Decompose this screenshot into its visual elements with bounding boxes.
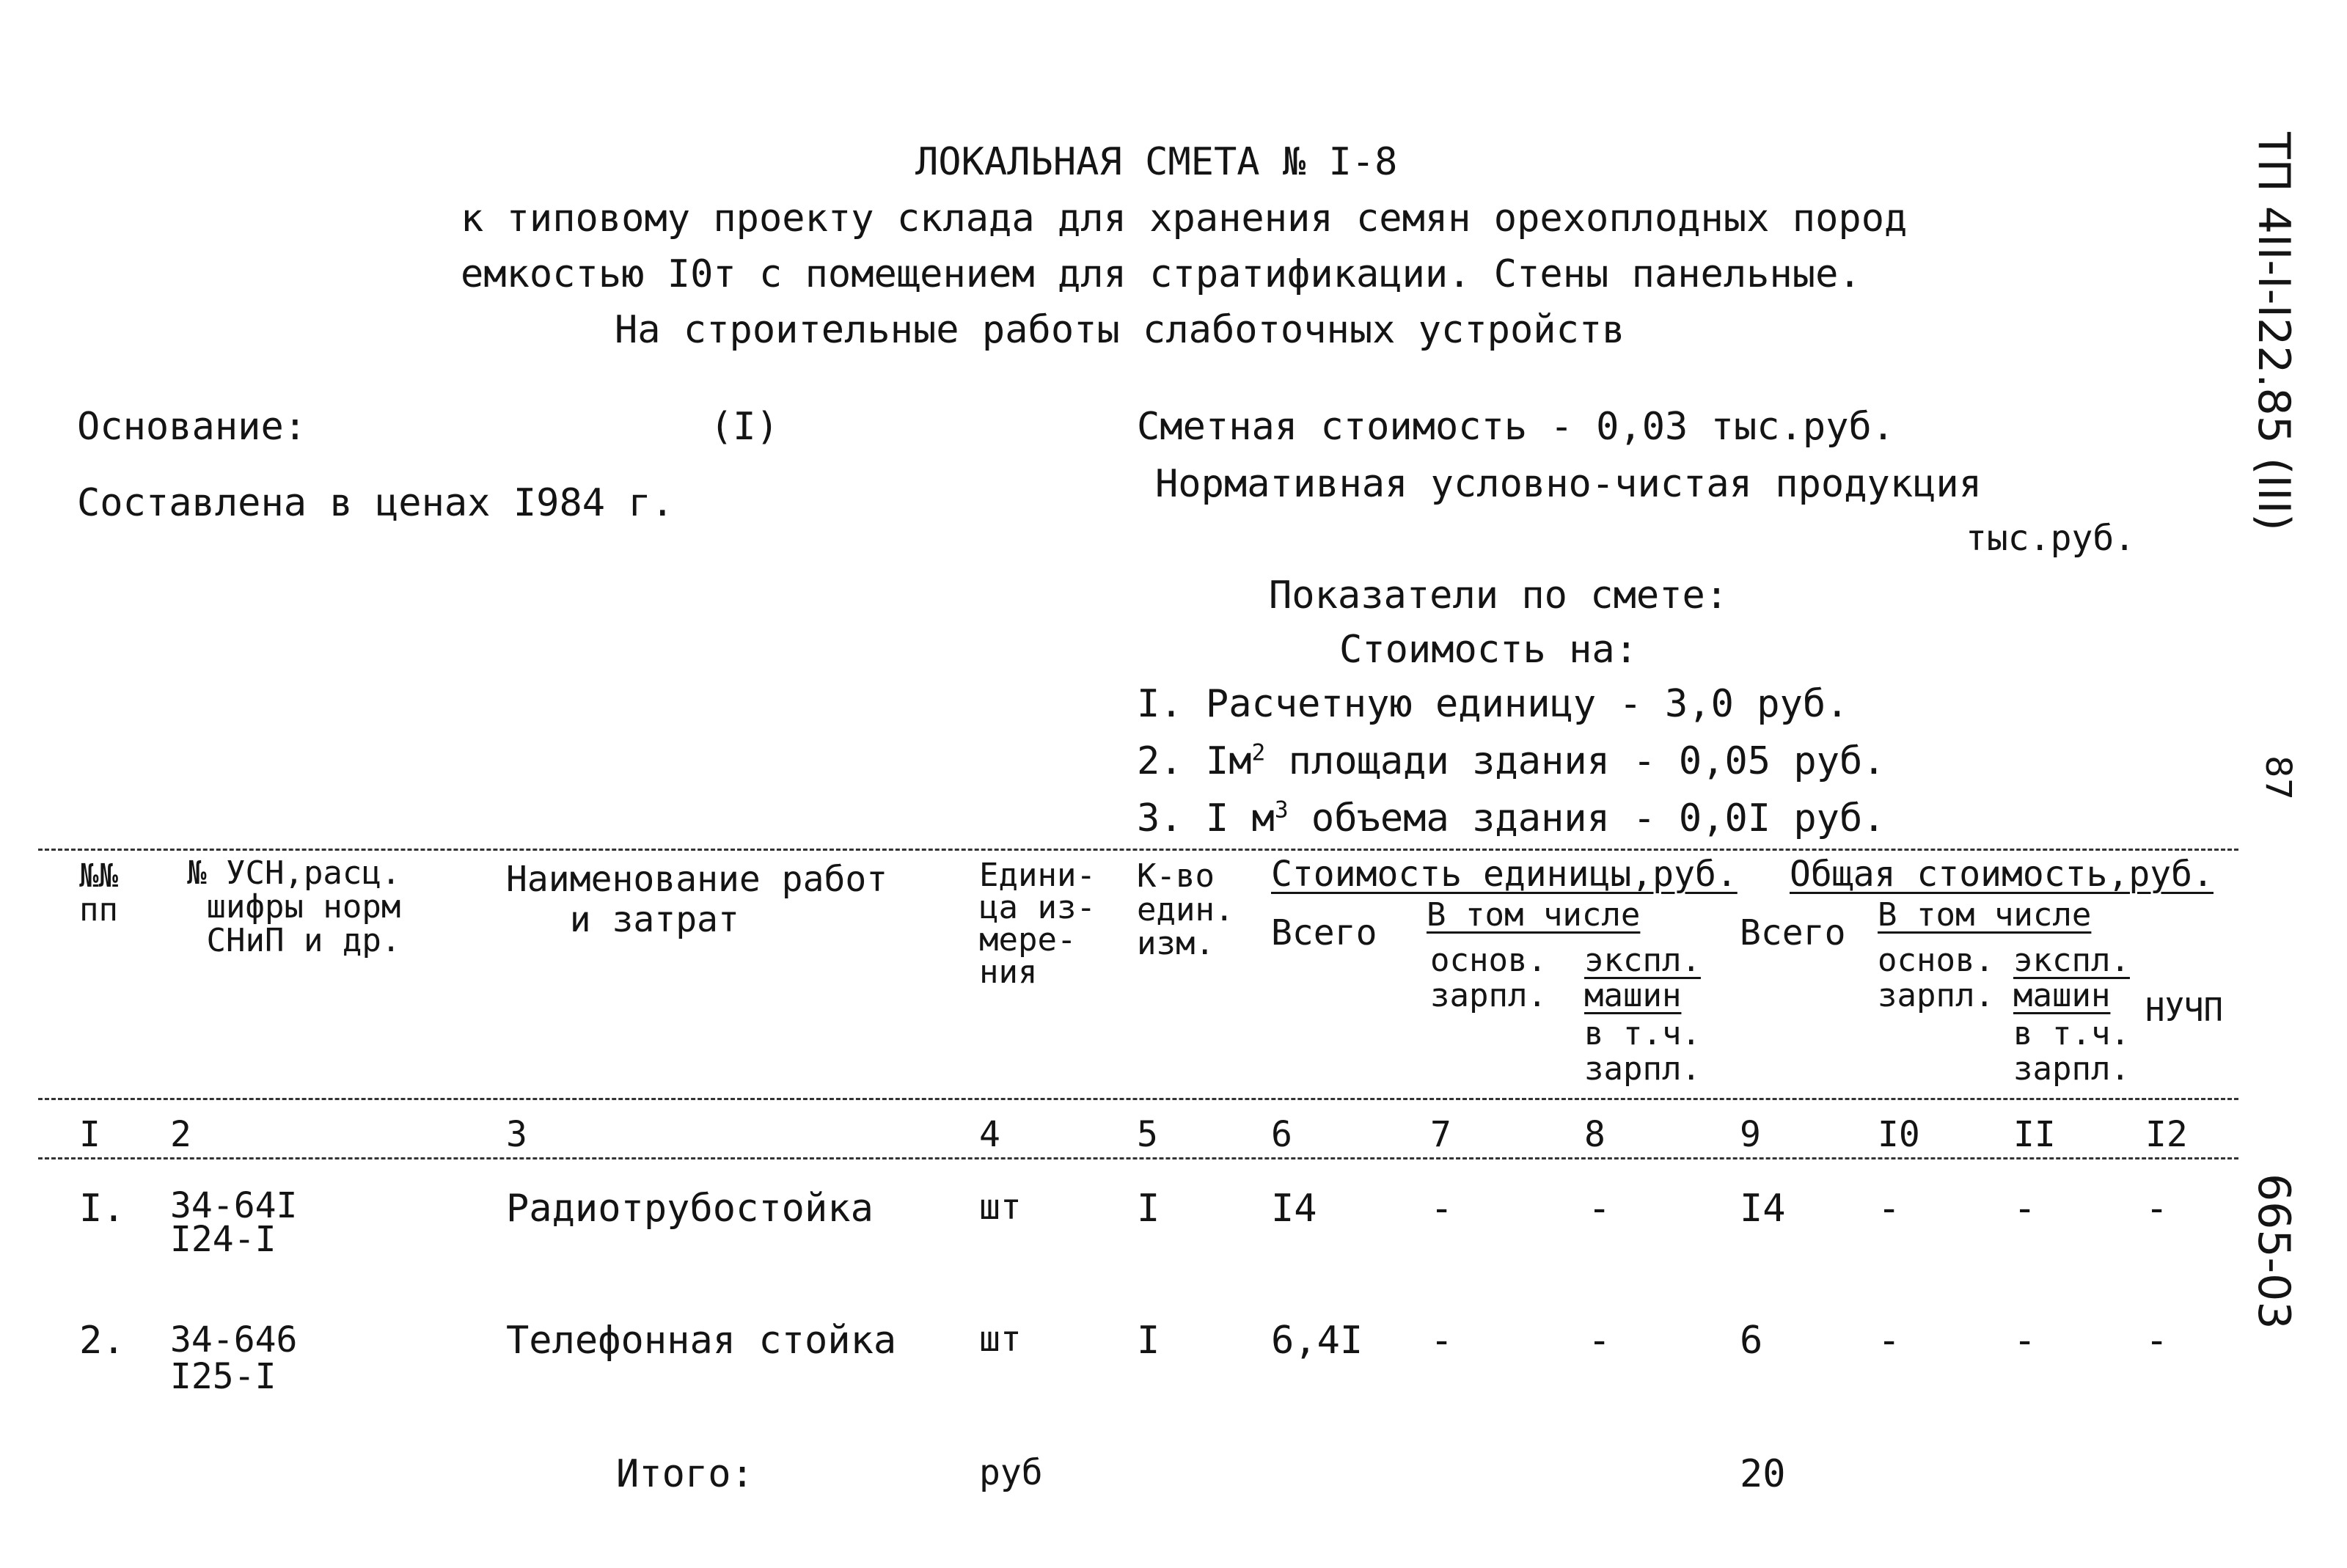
column-number: 3 bbox=[506, 1114, 527, 1155]
header-unit-all: Всего bbox=[1271, 912, 1377, 953]
header-unit-incl: В том числе bbox=[1427, 896, 1641, 934]
basis-value: (I) bbox=[710, 405, 779, 449]
estimate-cost: Сметная стоимость - 0,03 тыс.руб. bbox=[1137, 405, 1895, 449]
basis-label: Основание: bbox=[77, 405, 307, 449]
indicator-item-2: 2. $Iм^2$ площади здания - 0,05 руб. bbox=[1137, 739, 1886, 783]
document-subtitle-line-3: На строительные работы слаботочных устройств bbox=[615, 308, 1625, 352]
row-unit-basic-wage: - bbox=[1430, 1319, 1454, 1363]
column-number: I bbox=[79, 1114, 100, 1155]
table-top-rule bbox=[38, 849, 2238, 851]
row-total-basic-wage: - bbox=[1878, 1187, 1901, 1231]
header-total-basic-wage: основ. зарпл. bbox=[1878, 942, 1994, 1015]
document-subtitle-line-2: емкостью I0т с помещением для стратификации. Стены панельные. bbox=[461, 252, 1861, 296]
indicators-heading: Показатели по смете: bbox=[1269, 574, 1729, 618]
indicator-item-3: 3. I $м^3$ объема здания - 0,0I руб. bbox=[1137, 796, 1886, 840]
document-subtitle-line-1: к типовому проекту склада для хранения семян орехоплодных пород bbox=[461, 197, 1908, 241]
row-unit-machine: - bbox=[1588, 1187, 1611, 1231]
side-page-number: 87 bbox=[2258, 755, 2299, 801]
total-unit: руб bbox=[979, 1452, 1043, 1493]
superscript: 3 bbox=[1274, 796, 1289, 824]
row-work-name: Радиотрубостойка bbox=[506, 1187, 874, 1231]
row-norm-code: 34-646 I25-I bbox=[170, 1319, 298, 1398]
column-number: 6 bbox=[1271, 1114, 1292, 1155]
row-unit: шт bbox=[979, 1187, 1022, 1228]
header-work-name: Наименование работ и затрат bbox=[506, 859, 888, 941]
column-number: I2 bbox=[2145, 1114, 2188, 1155]
header-total-cost-group: Общая стоимость,руб. bbox=[1790, 854, 2214, 895]
header-total-machine: экспл. машин bbox=[2013, 942, 2130, 1015]
header-total-all: Всего bbox=[1740, 912, 1846, 953]
row-unit-all: I4 bbox=[1271, 1187, 1317, 1231]
row-number: I. bbox=[79, 1187, 125, 1231]
row-work-name: Телефонная стойка bbox=[506, 1319, 897, 1363]
total-value: 20 bbox=[1740, 1452, 1786, 1496]
row-nuchp: - bbox=[2145, 1187, 2169, 1231]
column-number-rule bbox=[38, 1157, 2238, 1159]
row-total-all: I4 bbox=[1740, 1187, 1786, 1231]
header-unit-machine-wage: в т.ч. зарпл. bbox=[1584, 1015, 1701, 1088]
normative-product: Нормативная условно-чистая продукция bbox=[1155, 462, 1982, 506]
side-sheet-code: 665-03 bbox=[2248, 1173, 2299, 1330]
column-number: 7 bbox=[1430, 1114, 1451, 1155]
side-doc-code: ТП 4II-I-I22.85 (III) bbox=[2248, 132, 2299, 531]
row-nuchp: - bbox=[2145, 1319, 2169, 1363]
column-number: 2 bbox=[170, 1114, 191, 1155]
column-number: 9 bbox=[1740, 1114, 1761, 1155]
total-label: Итого: bbox=[616, 1452, 754, 1496]
column-number: 8 bbox=[1584, 1114, 1605, 1155]
header-unit: Едини- ца из- мере- ния bbox=[979, 857, 1096, 991]
column-number: 5 bbox=[1137, 1114, 1158, 1155]
table-header-rule bbox=[38, 1098, 2238, 1100]
row-total-machine: - bbox=[2013, 1319, 2037, 1363]
header-total-incl: В том числе bbox=[1878, 896, 2092, 934]
row-total-basic-wage: - bbox=[1878, 1319, 1901, 1363]
row-norm-code: 34-64I I24-I bbox=[170, 1185, 298, 1260]
header-total-machine-wage: в т.ч. зарпл. bbox=[2013, 1015, 2130, 1088]
compiled-prices: Составлена в ценах I984 г. bbox=[77, 481, 674, 525]
column-number: II bbox=[2013, 1114, 2056, 1155]
header-quantity: К-во един. изм. bbox=[1137, 857, 1234, 963]
column-number: I0 bbox=[1878, 1114, 1920, 1155]
cost-on-heading: Стоимость на: bbox=[1339, 628, 1638, 672]
row-quantity: I bbox=[1137, 1187, 1160, 1231]
row-unit-basic-wage: - bbox=[1430, 1187, 1454, 1231]
header-unit-machine: экспл. машин bbox=[1584, 942, 1701, 1015]
header-unit-cost-group: Стоимость единицы,руб. bbox=[1271, 854, 1738, 895]
document-title: ЛОКАЛЬНАЯ СМЕТА № I-8 bbox=[915, 140, 1398, 184]
row-total-all: 6 bbox=[1740, 1319, 1763, 1363]
row-unit-machine: - bbox=[1588, 1319, 1611, 1363]
normative-unit: тыс.руб. bbox=[1966, 518, 2136, 559]
row-number: 2. bbox=[79, 1319, 125, 1363]
header-unit-basic-wage: основ. зарпл. bbox=[1430, 942, 1547, 1015]
row-quantity: I bbox=[1137, 1319, 1160, 1363]
indicator-item-1: I. Расчетную единицу - 3,0 руб. bbox=[1137, 682, 1849, 726]
header-nuchp: НУЧП bbox=[2145, 992, 2223, 1029]
superscript: 2 bbox=[1251, 739, 1266, 766]
column-number: 4 bbox=[979, 1114, 1000, 1155]
row-unit-all: 6,4I bbox=[1271, 1319, 1363, 1363]
header-row-number: №№ пп bbox=[79, 857, 118, 929]
row-total-machine: - bbox=[2013, 1187, 2037, 1231]
row-unit: шт bbox=[979, 1319, 1022, 1360]
header-norm-code: № УСН,расц. шифры норм СНиП и др. bbox=[187, 854, 401, 960]
